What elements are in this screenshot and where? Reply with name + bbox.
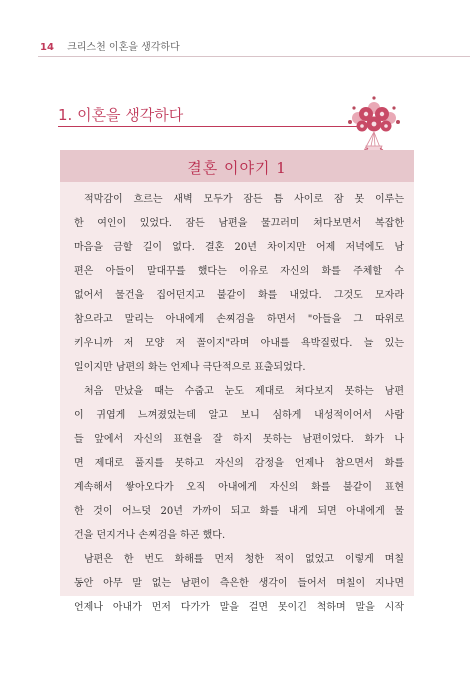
body-line: 적막감이 흐르는 새벽 모두가 잠든 틈 사이로 잠 못 이루는: [84, 194, 404, 205]
page-number: 14: [40, 42, 54, 53]
running-header: [40, 38, 180, 53]
body-line: 없어서 물건을 집어던지고 불같이 화를 내었다. 그것도 모자라: [74, 290, 404, 301]
body-line: 마음을 금할 길이 없다. 결혼 20년 차이지만 어제 저녁에도 남: [74, 242, 404, 253]
header-rule: [38, 56, 470, 57]
body-line: 남편은 한 번도 화해를 먼저 청한 적이 없었고 이렇게 며칠: [84, 554, 404, 565]
body-line: 언제나 아내가 먼저 다가가 말을 걸면 못이긴 척하며 말을 시작: [74, 602, 404, 613]
body-line: 계속해서 쌓아오다가 오직 아내에게 자신의 화를 불같이 표현: [74, 482, 404, 493]
story-title-bar: [60, 150, 414, 182]
body-line: 들 앞에서 자신의 표현을 잘 하지 못하는 남편이었다. 화가 나: [74, 434, 404, 445]
body-line: 건을 던지거나 손찌검을 하곤 했다.: [74, 530, 226, 541]
section-title: 1. 이혼을 생각하다: [58, 106, 184, 124]
body-line: 한 여인이 있었다. 잠든 남편을 물끄러미 쳐다보면서 복잡한: [74, 218, 404, 229]
section-rule: [58, 126, 358, 127]
running-title: 크리스천 이혼을 생각하다: [67, 42, 180, 53]
body-line: 이 귀엽게 느껴졌었는데 알고 보니 심하게 내성적이어서 사람: [74, 410, 404, 421]
story-title: 결혼 이야기 1: [187, 159, 287, 177]
body-line: 면 제대로 풀지를 못하고 자신의 감정을 언제나 참으면서 화를: [74, 458, 404, 469]
body-line: 키우니까 저 모양 저 꼴이지"라며 아내를 욕박질렀다. 늘 있는: [74, 338, 404, 349]
body-line: 한 것이 어느덧 20년 가까이 되고 화를 내게 되면 아내에게 물: [74, 506, 404, 517]
body-line: 참으라고 말리는 아내에게 손찌검을 하면서 "아들을 그 따위로: [74, 314, 404, 325]
body-line: 동안 아무 말 없는 남편이 측은한 생각이 들어서 며칠이 지나면: [74, 578, 404, 589]
body-line: 처음 만났을 때는 수줍고 눈도 제대로 쳐다보지 못하는 남편: [84, 386, 404, 397]
body-line: 편은 아들이 말대꾸를 했다는 이유로 자신의 화를 주체할 수: [74, 266, 404, 277]
story-box: [60, 150, 414, 613]
body-line: 일이지만 남편의 화는 언제나 극단적으로 표출되었다.: [74, 362, 306, 373]
